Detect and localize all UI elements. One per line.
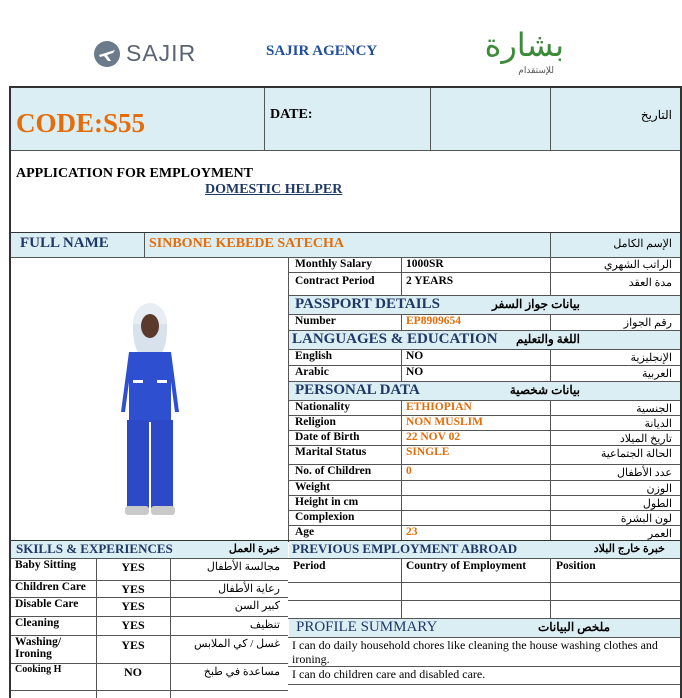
skill-label: Baby Sitting — [15, 559, 77, 571]
personal-value: 0 — [406, 465, 412, 477]
sajir-logo — [93, 38, 203, 72]
arabic-value: NO — [406, 366, 424, 378]
arabic-logo — [484, 22, 568, 82]
candidate-photo — [115, 302, 185, 522]
application-subtitle: DOMESTIC HELPER — [205, 182, 343, 197]
personal-label: No. of Children — [295, 465, 372, 477]
personal-label-ar: عدد الأطفال — [617, 467, 672, 479]
english-value: NO — [406, 350, 424, 362]
personal-label: Complexion — [295, 511, 355, 523]
english-label: English — [295, 350, 333, 362]
skill-label: Children Care — [15, 581, 86, 593]
skill-label-ar: رعاية الأطفال — [218, 583, 280, 595]
skill-value: YES — [121, 582, 145, 596]
passport-title: PASSPORT DETAILS — [295, 296, 440, 312]
skill-label-ar: كبير السن — [234, 600, 280, 612]
arabic-label: Arabic — [295, 366, 329, 378]
application-title: APPLICATION FOR EMPLOYMENT — [16, 166, 253, 181]
passport-title-ar: بيانات جواز السفر — [491, 297, 580, 311]
sajir-logo-text: SAJIR — [126, 40, 197, 66]
personal-label-ar: الديانة — [644, 418, 672, 430]
personal-value: 22 NOV 02 — [406, 431, 461, 443]
arabic-logo-sub: للإستقدام — [518, 66, 554, 76]
personal-label: Nationality — [295, 401, 350, 413]
skill-label: Washing/ Ironing — [15, 636, 62, 660]
full-name-label: FULL NAME — [20, 235, 109, 251]
personal-label: Height in cm — [295, 496, 359, 508]
skill-value: NO — [124, 665, 142, 679]
col-period: Period — [293, 560, 326, 572]
col-position: Position — [556, 560, 596, 572]
personal-value: SINGLE — [406, 446, 450, 458]
contract-period-value: 2 YEARS — [406, 275, 454, 287]
skill-label-ar: مجالسة الأطفال — [206, 561, 280, 573]
profile-title: PROFILE SUMMARY — [296, 619, 438, 635]
skills-title-ar: خبرة العمل — [228, 543, 280, 555]
plane-icon — [93, 40, 121, 68]
personal-value: NON MUSLIM — [406, 416, 483, 428]
passport-number-label: Number — [295, 315, 336, 327]
skill-label: Disable Care — [15, 598, 79, 610]
full-name-value: SINBONE KEBEDE SATECHA — [149, 236, 345, 251]
personal-title: PERSONAL DATA — [295, 382, 420, 398]
languages-title-ar: اللغة والتعليم — [516, 332, 580, 346]
arabic-label-ar: العربية — [641, 368, 672, 380]
personal-label: Weight — [295, 481, 331, 493]
personal-label-ar: الجنسية — [636, 403, 672, 415]
profile-line-1: I can do daily household chores like cleaning the house washing clothes and ironing. — [292, 638, 658, 666]
skills-title: SKILLS & EXPERIENCES — [16, 541, 173, 556]
personal-label-ar: لون البشرة — [620, 513, 672, 525]
profile-title-ar: ملخص البيانات — [537, 620, 610, 634]
monthly-salary-value: 1000SR — [406, 258, 444, 270]
skill-label: Cleaning — [15, 617, 60, 629]
skill-value: YES — [121, 599, 145, 613]
monthly-salary-label: Monthly Salary — [295, 258, 372, 270]
previous-title-ar: خبرة خارج البلاد — [593, 543, 665, 555]
passport-number-value: EP8909654 — [406, 315, 461, 327]
skill-label: Cooking H — [15, 664, 62, 675]
monthly-salary-label-ar: الراتب الشهري — [603, 259, 672, 271]
profile-line-2: I can do children care and disabled care. — [292, 667, 486, 681]
date-label-ar: التاريخ — [640, 108, 672, 122]
contract-period-label: Contract Period — [295, 275, 375, 287]
previous-title: PREVIOUS EMPLOYMENT ABROAD — [292, 541, 518, 556]
english-label-ar: الإنجليزية — [630, 352, 672, 364]
skill-value: YES — [121, 618, 145, 632]
personal-label-ar: تاريخ الميلاد — [619, 433, 672, 445]
personal-value: 23 — [406, 526, 418, 538]
full-name-label-ar: الإسم الكامل — [613, 238, 672, 250]
agency-name: SAJIR AGENCY — [266, 43, 378, 59]
skill-label-ar: غسل / كي الملابس — [193, 638, 280, 650]
col-country: Country of Employment — [406, 560, 527, 572]
skill-label-ar: تنظيف — [249, 619, 280, 631]
personal-value: ETHIOPIAN — [406, 401, 472, 413]
personal-label-ar: الوزن — [646, 483, 672, 495]
passport-number-label-ar: رقم الجواز — [623, 317, 672, 329]
skill-value: YES — [121, 638, 145, 652]
personal-label-ar: الحالة الجتماعية — [600, 448, 672, 460]
personal-label: Date of Birth — [295, 431, 360, 443]
contract-period-label-ar: مدة العقد — [628, 277, 672, 289]
skill-label-ar: مساعدة في طبخ — [203, 666, 280, 678]
personal-title-ar: بيانات شخصية — [509, 383, 580, 397]
personal-label-ar: العمر — [647, 528, 672, 540]
personal-label-ar: الطول — [642, 498, 672, 510]
code: CODE:S55 — [16, 108, 146, 138]
personal-label: Marital Status — [295, 446, 367, 458]
languages-title: LANGUAGES & EDUCATION — [292, 331, 498, 347]
date-label: DATE: — [270, 107, 313, 122]
skill-value: YES — [121, 560, 145, 574]
personal-label: Religion — [295, 416, 336, 428]
personal-label: Age — [295, 526, 315, 538]
arabic-logo-main: بشارة — [484, 26, 564, 64]
